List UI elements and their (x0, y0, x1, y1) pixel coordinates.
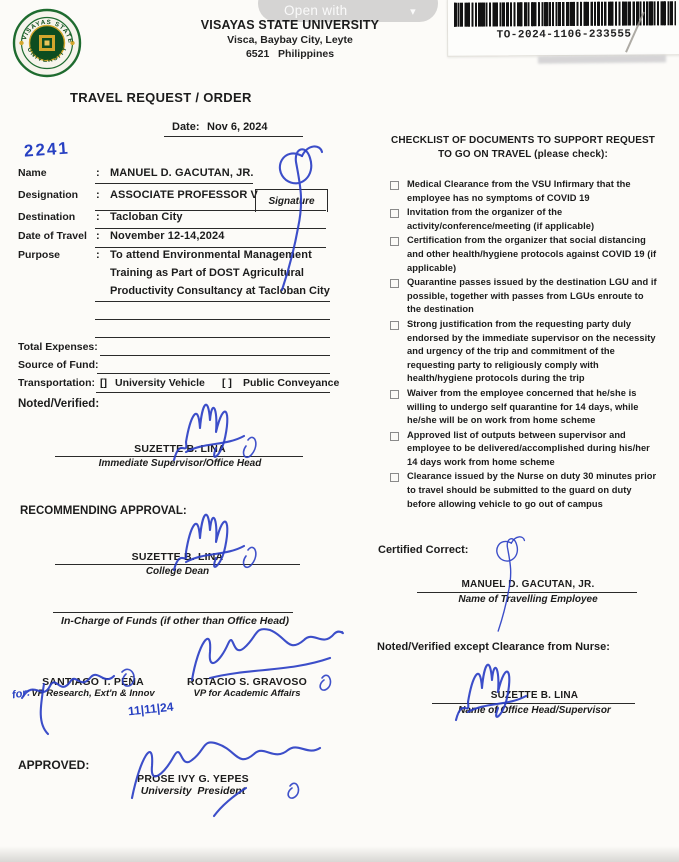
checklist-item: Waiver from the employee concerned that he/she is willing to undergo self quarantine for 14 days, while he/she will be on work from home scheme (388, 387, 658, 428)
date-label: Date: (172, 121, 200, 133)
date-value: Nov 6, 2024 (207, 121, 268, 133)
seal-text-bottom: UNIVERSITY (25, 44, 70, 65)
signature-lina-dean (168, 502, 263, 587)
office-head-role: Name of Office Head/Supervisor (458, 705, 611, 716)
checklist-title-line1: CHECKLIST OF DOCUMENTS TO SUPPORT REQUEST (391, 135, 655, 146)
university-seal-logo (12, 8, 82, 83)
funds-in-charge-role: In-Charge of Funds (if other than Office Head) (61, 615, 289, 627)
handwritten-for-note: for: (11, 686, 32, 702)
vp-academic-name: ROTACIO S. GRAVOSO (187, 676, 307, 688)
president-name: PROSE IVY G. YEPES (137, 773, 249, 785)
vp-research-name: SANTIAGO T. PEÑA (42, 676, 144, 688)
checklist-item: Quarantine passes issued by the destination LGU and if possible, together with passes from LGUs enroute to the destination (388, 276, 658, 317)
checkbox-icon (390, 181, 399, 190)
vp-academic-role: VP for Academic Affairs (193, 688, 301, 699)
travelling-employee-role: Name of Travelling Employee (458, 594, 598, 605)
signature-pena (14, 640, 174, 740)
signature-box-label: Signature (268, 195, 315, 207)
signature-gravoso (182, 618, 347, 703)
destination-value: Tacloban City (110, 211, 183, 223)
university-address-line2: 6521 Philippines (245, 48, 335, 60)
destination-label: Destination (18, 211, 76, 223)
form-row-designation: Designation : ASSOCIATE PROFESSOR V (18, 189, 258, 201)
checkbox-icon (390, 237, 399, 246)
president-role: University President (140, 785, 246, 797)
checklist-title-line2: TO GO ON TRAVEL (please check): (438, 149, 608, 160)
supervisor-name: SUZETTE B. LINA (134, 443, 226, 455)
date-of-travel-label: Date of Travel (18, 230, 87, 242)
transport-option1-checkbox: [] (100, 377, 107, 389)
noted-verified-label: Noted/Verified: (18, 398, 100, 410)
checkbox-icon (390, 473, 399, 482)
checklist-item: Invitation from the organizer of the activity/conference/meeting (if applicable) (388, 206, 658, 233)
checkbox-icon (390, 432, 399, 441)
checklist-item: Clearance issued by the Nurse on duty 30 minutes prior to travel should be submitted to the guard on duty before allowing vehicle to go out of campus (388, 470, 658, 511)
checklist-section (388, 134, 658, 512)
form-row-date-of-travel: Date of Travel : November 12-14,2024 (18, 230, 225, 242)
travelling-employee-name: MANUEL D. GACUTAN, JR. (461, 579, 595, 590)
checkbox-icon (390, 321, 399, 330)
transport-option2-label: Public Conveyance (243, 377, 340, 389)
approved-label: APPROVED: (18, 758, 90, 772)
supervisor-role: Immediate Supervisor/Office Head (98, 458, 262, 469)
document-title: TRAVEL REQUEST / ORDER (70, 90, 252, 105)
vp-research-role: VP Research, Ext'n & Innov (31, 688, 155, 699)
checkbox-icon (390, 209, 399, 218)
designation-value: ASSOCIATE PROFESSOR V (110, 189, 258, 201)
certified-correct-label: Certified Correct: (378, 544, 469, 556)
dean-role: College Dean (145, 566, 210, 577)
total-expenses-label: Total Expenses: (18, 341, 98, 353)
source-of-fund-label: Source of Fund: (18, 359, 99, 371)
office-head-name: SUZETTE B. LINA (490, 690, 579, 701)
noted-except-nurse-label: Noted/Verified except Clearance from Nurse: (377, 641, 610, 653)
chevron-down-icon: ▾ (410, 6, 416, 18)
form-row-destination: Destination : Tacloban City (18, 211, 183, 223)
university-name: VISAYAS STATE UNIVERSITY (200, 18, 380, 32)
transport-option1-label: University Vehicle (115, 377, 205, 389)
checklist-item: Approved list of outputs between supervisor and employee to be delivered/accomplished during his/her 14 days work from home scheme (388, 429, 658, 470)
form-row-purpose: Purpose : To attend Environmental Management (18, 249, 312, 261)
signature-lina-office-head (450, 652, 545, 737)
handwritten-ref-number: 2241 (23, 138, 71, 161)
name-value: MANUEL D. GACUTAN, JR. (110, 167, 254, 179)
tracking-sticker (447, 0, 679, 57)
name-label: Name (18, 167, 47, 179)
seal-text-top: VISAYAS STATE (20, 18, 74, 45)
open-with-label: Open with (284, 3, 348, 18)
designation-label: Designation (18, 189, 79, 201)
purpose-value-line2: Training as Part of DOST Agricultural (110, 267, 304, 279)
transportation-label: Transportation: (18, 377, 96, 389)
checklist-item: Medical Clearance from the VSU Infirmary that the employee has no symptoms of COVID 19 (388, 178, 658, 205)
faded-stamp-text (538, 55, 666, 63)
checklist-item: Certification from the organizer that social distancing and other health/hygiene protocols against COVID 19 (if applicable) (388, 234, 658, 275)
transport-option2-checkbox: [ ] (222, 377, 232, 389)
signature-gacutan (268, 136, 332, 296)
checkbox-icon (390, 279, 399, 288)
checklist-item: Strong justification from the requesting party duly endorsed by the immediate supervisor on the necessity and urgency of the trip and commitment of the requesting party to religiously comply with health/hygiene protocols during the trip (388, 318, 658, 386)
signature-lina-supervisor (168, 392, 263, 477)
dean-name: SUZETTE B. LINA (131, 551, 224, 563)
date-of-travel-value: November 12-14,2024 (110, 230, 225, 242)
tracking-number: TO-2024-1106-233555 (496, 28, 632, 42)
checkbox-icon (390, 390, 399, 399)
form-row-name: Name : MANUEL D. GACUTAN, JR. (18, 167, 254, 179)
university-address-line1: Visca, Baybay City, Leyte (227, 34, 353, 46)
recommending-approval-label: RECOMMENDING APPROVAL: (20, 505, 187, 517)
signature-gacutan-certified (478, 530, 542, 635)
handwritten-date: 11|11|24 (127, 699, 175, 719)
signature-yepes (122, 730, 332, 818)
purpose-value-line3: Productivity Consultancy at Tacloban City (110, 285, 330, 297)
purpose-value-line1: To attend Environmental Management (110, 249, 312, 261)
purpose-label: Purpose (18, 249, 61, 261)
